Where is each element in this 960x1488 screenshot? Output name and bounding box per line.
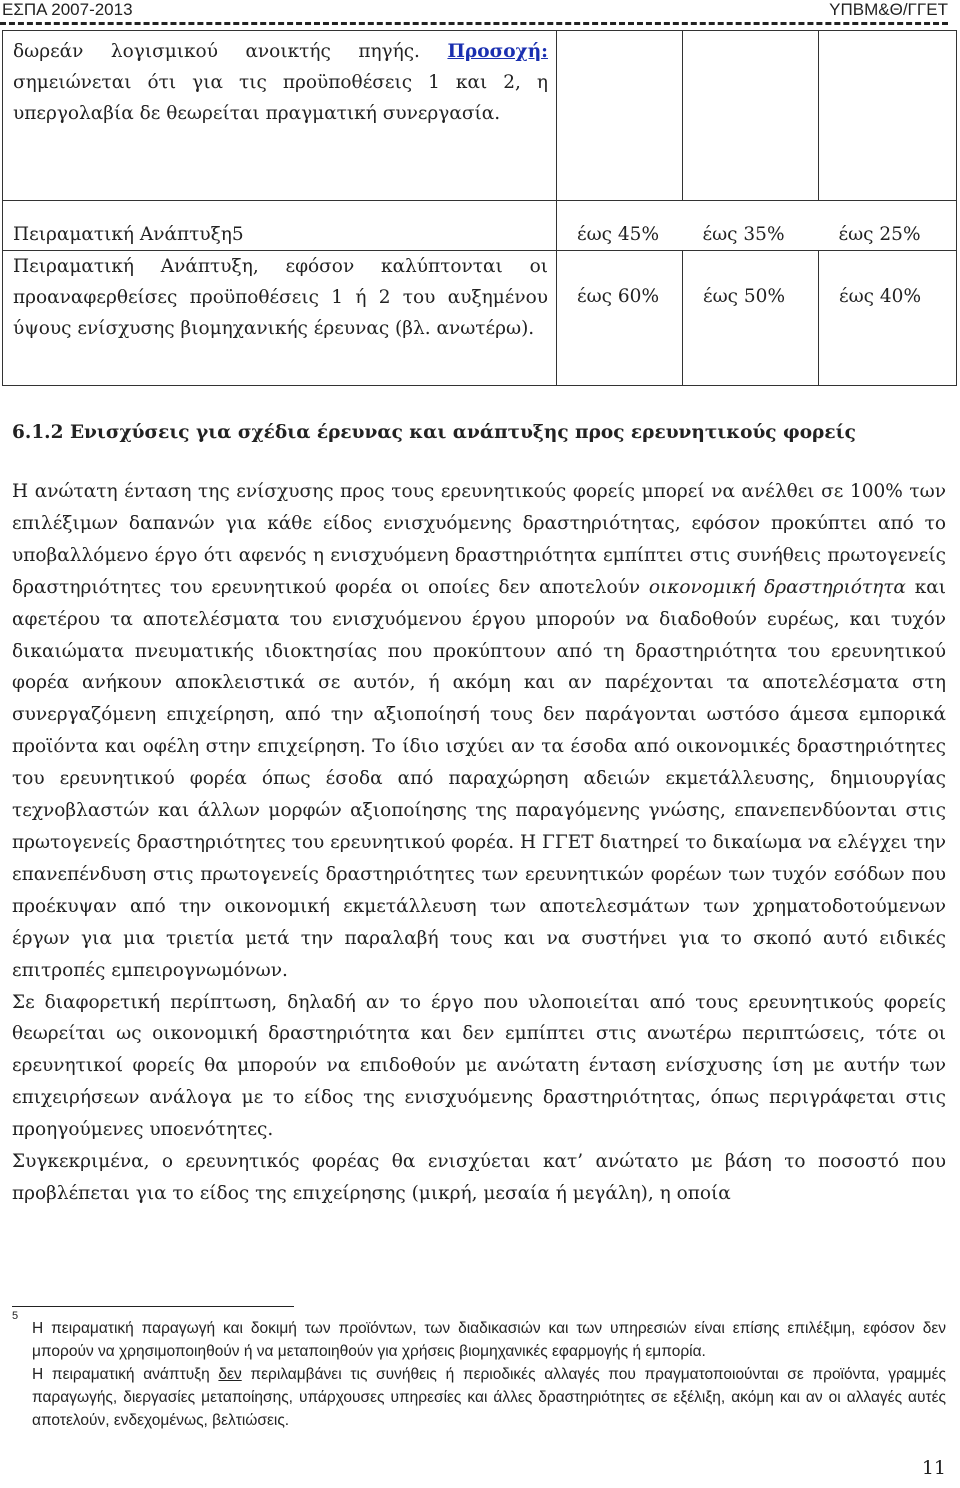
footnote-text: Η πειραματική ανάπτυξη	[32, 1366, 210, 1383]
table-cell	[819, 201, 957, 251]
table-cell-conditions	[3, 31, 557, 201]
emphasis-text: οικονομική δραστηριότητα	[648, 576, 906, 598]
body-text	[12, 476, 946, 1210]
table-row	[3, 201, 957, 251]
rate-small: έως 45%	[577, 224, 660, 245]
table-cell	[683, 251, 819, 386]
rate-large: έως 25%	[838, 224, 921, 245]
footnote-mark: 5	[12, 1310, 19, 1322]
notice-link[interactable]: Προσοχή:	[447, 41, 548, 62]
table-cell	[683, 201, 819, 251]
table-cell	[819, 251, 957, 386]
row-label: Πειραματική Ανάπτυξη, εφόσον καλύπτονται οι προαναφερθείσες προϋποθέσεις 1 ή 2 του αυξημένου ύψους ενίσχυσης βιομηχανικής έρευνας (βλ. ανωτέρω).	[13, 256, 548, 339]
page-header	[0, 0, 960, 26]
footnote-paragraph	[32, 1363, 946, 1432]
rate-small: έως 60%	[577, 286, 660, 307]
footnote-text: περιλαμβάνει τις συνήθεις ή περιοδικές αλλαγές που πραγματοποιούνται σε προϊόντα, γραμμές παραγωγής, διεργασίες μεταποίησης, υπάρχουσες υπηρεσίες και άλλες δραστηριότητες σε εξέλιξη, ακόμη και αν οι αλλαγές αυτές αποτελούν, ενδεχομένως, βελτιώσεις.	[32, 1366, 946, 1429]
cell-text: σημειώνεται ότι για τις προϋποθέσεις 1 και 2, η υπεργολαβία δε θεωρείται πραγματική συνεργασία.	[13, 72, 548, 124]
paragraph	[12, 476, 946, 987]
table-cell	[557, 251, 683, 386]
table-cell-label	[3, 201, 557, 251]
page-number: 11	[921, 1457, 946, 1479]
table-row	[3, 31, 957, 201]
section-heading: 6.1.2 Ενισχύσεις για σχέδια έρευνας και ανάπτυξης προς ερευνητικούς φορείς	[12, 422, 856, 443]
rate-medium: έως 35%	[702, 224, 785, 245]
row-label: Πειραματική Ανάπτυξη5	[13, 224, 244, 245]
header-ministry: ΥΠΒΜ&Θ/ΓΓΕΤ	[829, 0, 948, 19]
rate-large: έως 40%	[839, 286, 922, 307]
header-divider	[0, 22, 948, 25]
paragraph: Σε διαφορετική περίπτωση, δηλαδή αν το έργο που υλοποιείται από τους ερευνητικούς φορείς θεωρείται ως οικονομική δραστηριότητα και δεν εμπίπτει στις ανωτέρω περιπτώσεις, τότε οι ερευνητικοί φορείς θα μπορούν να επιδοθούν με ανώτατη ένταση ενίσχυσης ίση με αυτήν των επιχειρήσεων ανάλογα με το είδος της ενισχυόμενης δραστηριότητας, όπως περιγράφεται στις προηγούμενες υποενότητες.	[12, 991, 946, 1141]
table-cell	[557, 201, 683, 251]
footnote-divider	[12, 1306, 294, 1307]
table-cell	[819, 31, 957, 201]
paragraph: Συγκεκριμένα, ο ερευνητικός φορέας θα ενισχύεται κατ’ ανώτατο με βάση το ποσοστό που προβλέπεται για το είδος της επιχείρησης (μικρή, μεσαία ή μεγάλη), η οποία	[12, 1151, 946, 1204]
footnote-paragraph: Η πειραματική παραγωγή και δοκιμή των προϊόντων, των διαδικασιών και των υπηρεσιών είναι επίσης επιλέξιμη, εφόσον δεν μπορούν να χρησιμοποιηθούν ή να μεταποιηθούν για χρήσεις βιομηχανικές εφαρμογής ή εμπορία.	[32, 1320, 946, 1360]
table-cell-label	[3, 251, 557, 386]
footnote-underlined: δεν	[218, 1366, 242, 1383]
paragraph-text: Η ανώτατη ένταση της ενίσχυσης προς τους ερευνητικούς φορείς μπορεί να ανέλθει σε 100% των επιλέξιμων δαπανών για κάθε είδος ενισχυόμενης δραστηριότητας, εφόσον προκύπτει από το υποβαλλόμενο έργο ότι αφενός η ενισχυόμενη δραστηριότητα εμπίπτει στις συνήθεις πρωτογενείς δραστηριότητες του ερευνητικού φορέα οι οποίες δεν αποτελούν	[12, 481, 946, 598]
footnotes	[32, 1317, 946, 1432]
cell-text: δωρεάν λογισμικού ανοικτής πηγής.	[13, 41, 420, 62]
table-cell	[683, 31, 819, 201]
paragraph-text: και αφετέρου τα αποτελέσματα του ενισχυόμενου έργου μπορούν να διαδοθούν ευρέως, και τυχόν δικαιώματα πνευματικής ιδιοκτησίας που προκύπτουν από τη δραστηριότητα του ερευνητικού φορέα ανήκουν αποκλειστικά σε αυτόν, ή ακόμη και αν παρέχονται τα αποτελέσματα στη συνεργαζόμενη επιχείρηση, από την αξιοποίησή τους δεν παράγονται ωστόσο άμεσα εμπορικά προϊόντα και οφέλη στην επιχείρηση. Το ίδιο ισχύει αν τα έσοδα από οικονομικές δραστηριότητες του ερευνητικού φορέα όπως έσοδα από παραχώρηση αδειών εκμετάλλευσης, δημιουργίας τεχνοβλαστών και άλλων μορφών αξιοποίησης της παραγόμενης γνώσης, επανεπενδύονται στις πρωτογενείς δραστηριότητες του ερευνητικού φορέα. Η ΓΓΕΤ διατηρεί το δικαίωμα να ελέγχει την επανεπένδυση στις πρωτογενείς δραστηριότητες των ερευνητικών φορέων των τυχόν εσόδων που προέκυψαν από την οικονομική εκμετάλλευση των αποτελεσμάτων των χρηματοδοτούμενων έργων για μια τριετία μετά την παραλαβή τους και να συστήνει για το σκοπό αυτό ειδικές επιτροπές εμπειρογνωμόνων.	[12, 576, 946, 981]
rate-medium: έως 50%	[703, 286, 786, 307]
aid-intensity-table	[2, 30, 957, 386]
table-row	[3, 251, 957, 386]
header-program: ΕΣΠΑ 2007-2013	[2, 0, 133, 19]
table-cell	[557, 31, 683, 201]
